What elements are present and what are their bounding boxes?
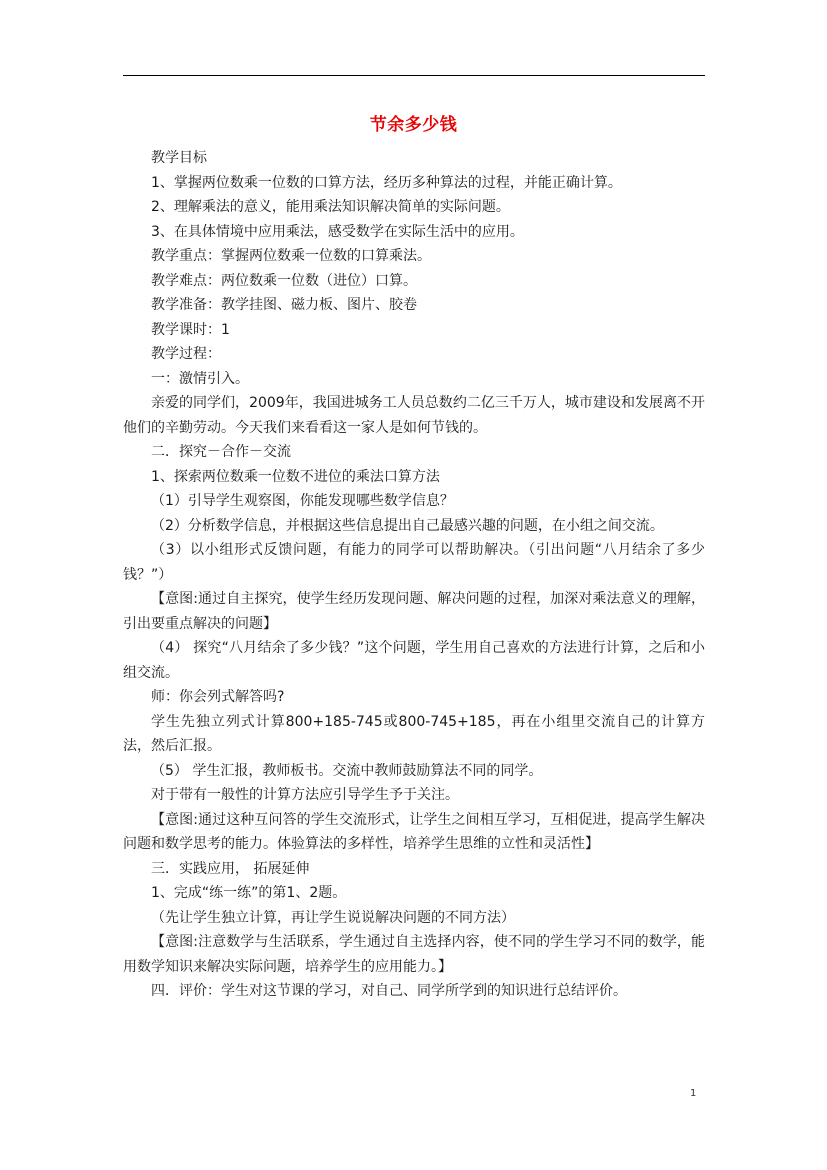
- step-heading: 二．探究－合作－交流: [151, 444, 291, 460]
- step-heading: 一：激情引入。: [151, 370, 249, 387]
- step-heading: 三．实践应用， 拓展延伸: [151, 860, 310, 877]
- teacher-question: 师：你会列式解答吗?: [151, 689, 285, 705]
- sub-step: （3）以小组形式反馈问题，有能力的同学可以帮助解决。（引出问题“八月结余了多少钱？”）: [123, 542, 705, 583]
- body-paragraph: 学生先独立列式计算800+185-745或800-745+185，再在小组里交流自己的计算方法，然后汇报。: [123, 713, 705, 754]
- objective-item: 3、在具体情境中应用乘法，感受数学在实际生活中的应用。: [151, 223, 524, 240]
- teaching-difficulty: 教学难点：两位数乘一位数（进位）口算。: [151, 272, 417, 289]
- sub-step: （先让学生独立计算，再让学生说说解决问题的不同方法）: [151, 909, 515, 926]
- document-title: 节余多少钱: [369, 115, 458, 135]
- section-heading-process: 教学过程：: [151, 346, 221, 362]
- step-heading: 四．评价：学生对这节课的学习，对自己、同学所学到的知识进行总结评价。: [151, 983, 627, 999]
- section-heading-objectives: 教学目标: [151, 150, 207, 166]
- sub-step: （4） 探究“八月结余了多少钱？”这个问题，学生用自己喜欢的方法进行计算，之后和小组交流。: [123, 640, 705, 681]
- sub-step: （5） 学生汇报，教师板书。交流中教师鼓励算法不同的同学。: [151, 762, 543, 779]
- sub-step: （2）分析数学信息，并根据这些信息提出自己最感兴趣的问题，在小组之间交流。: [151, 517, 664, 534]
- header-rule: [123, 75, 705, 76]
- teaching-focus: 教学重点：掌握两位数乘一位数的口算乘法。: [151, 248, 431, 264]
- intent-note: 【意图:注意数学与生活联系，学生通过自主选择内容，使不同的学生学习不同的数学，能用数学知识来解决实际问题，培养学生的应用能力。】: [123, 934, 705, 975]
- objective-item: 2、理解乘法的意义，能用乘法知识解决简单的实际问题。: [151, 199, 510, 215]
- sub-step: （1）引导学生观察图，你能发现哪些数学信息？: [151, 493, 454, 509]
- teaching-periods: 教学课时：1: [151, 321, 230, 338]
- body-paragraph: 亲爱的同学们，2009年，我国进城务工人员总数约二亿三千万人，城市建设和发展离不开他们的辛勤劳动。今天我们来看看这一家人是如何节钱的。: [123, 395, 705, 436]
- sub-step: 1、完成“练一练”的第1、2题。: [151, 885, 347, 901]
- body-paragraph: 对于带有一般性的计算方法应引导学生予于关注。: [151, 787, 459, 803]
- document-body: [123, 146, 705, 1004]
- objective-item: 1、掌握两位数乘一位数的口算方法，经历多种算法的过程，并能正确计算。: [151, 174, 622, 191]
- sub-step: 1、探索两位数乘一位数不进位的乘法口算方法: [151, 468, 440, 485]
- teaching-preparation: 教学准备：教学挂图、磁力板、图片、胶卷: [151, 297, 417, 313]
- page-number: 1: [690, 1088, 697, 1099]
- intent-note: 【意图:通过这种互问答的学生交流形式，让学生之间相互学习，互相促进，提高学生解决问题和数学思考的能力。体验算法的多样性，培养学生思维的立性和灵活性】: [123, 811, 705, 852]
- intent-note: 【意图:通过自主探究，使学生经历发现问题、解决问题的过程，加深对乘法意义的理解，引出要重点解决的问题】: [123, 591, 705, 632]
